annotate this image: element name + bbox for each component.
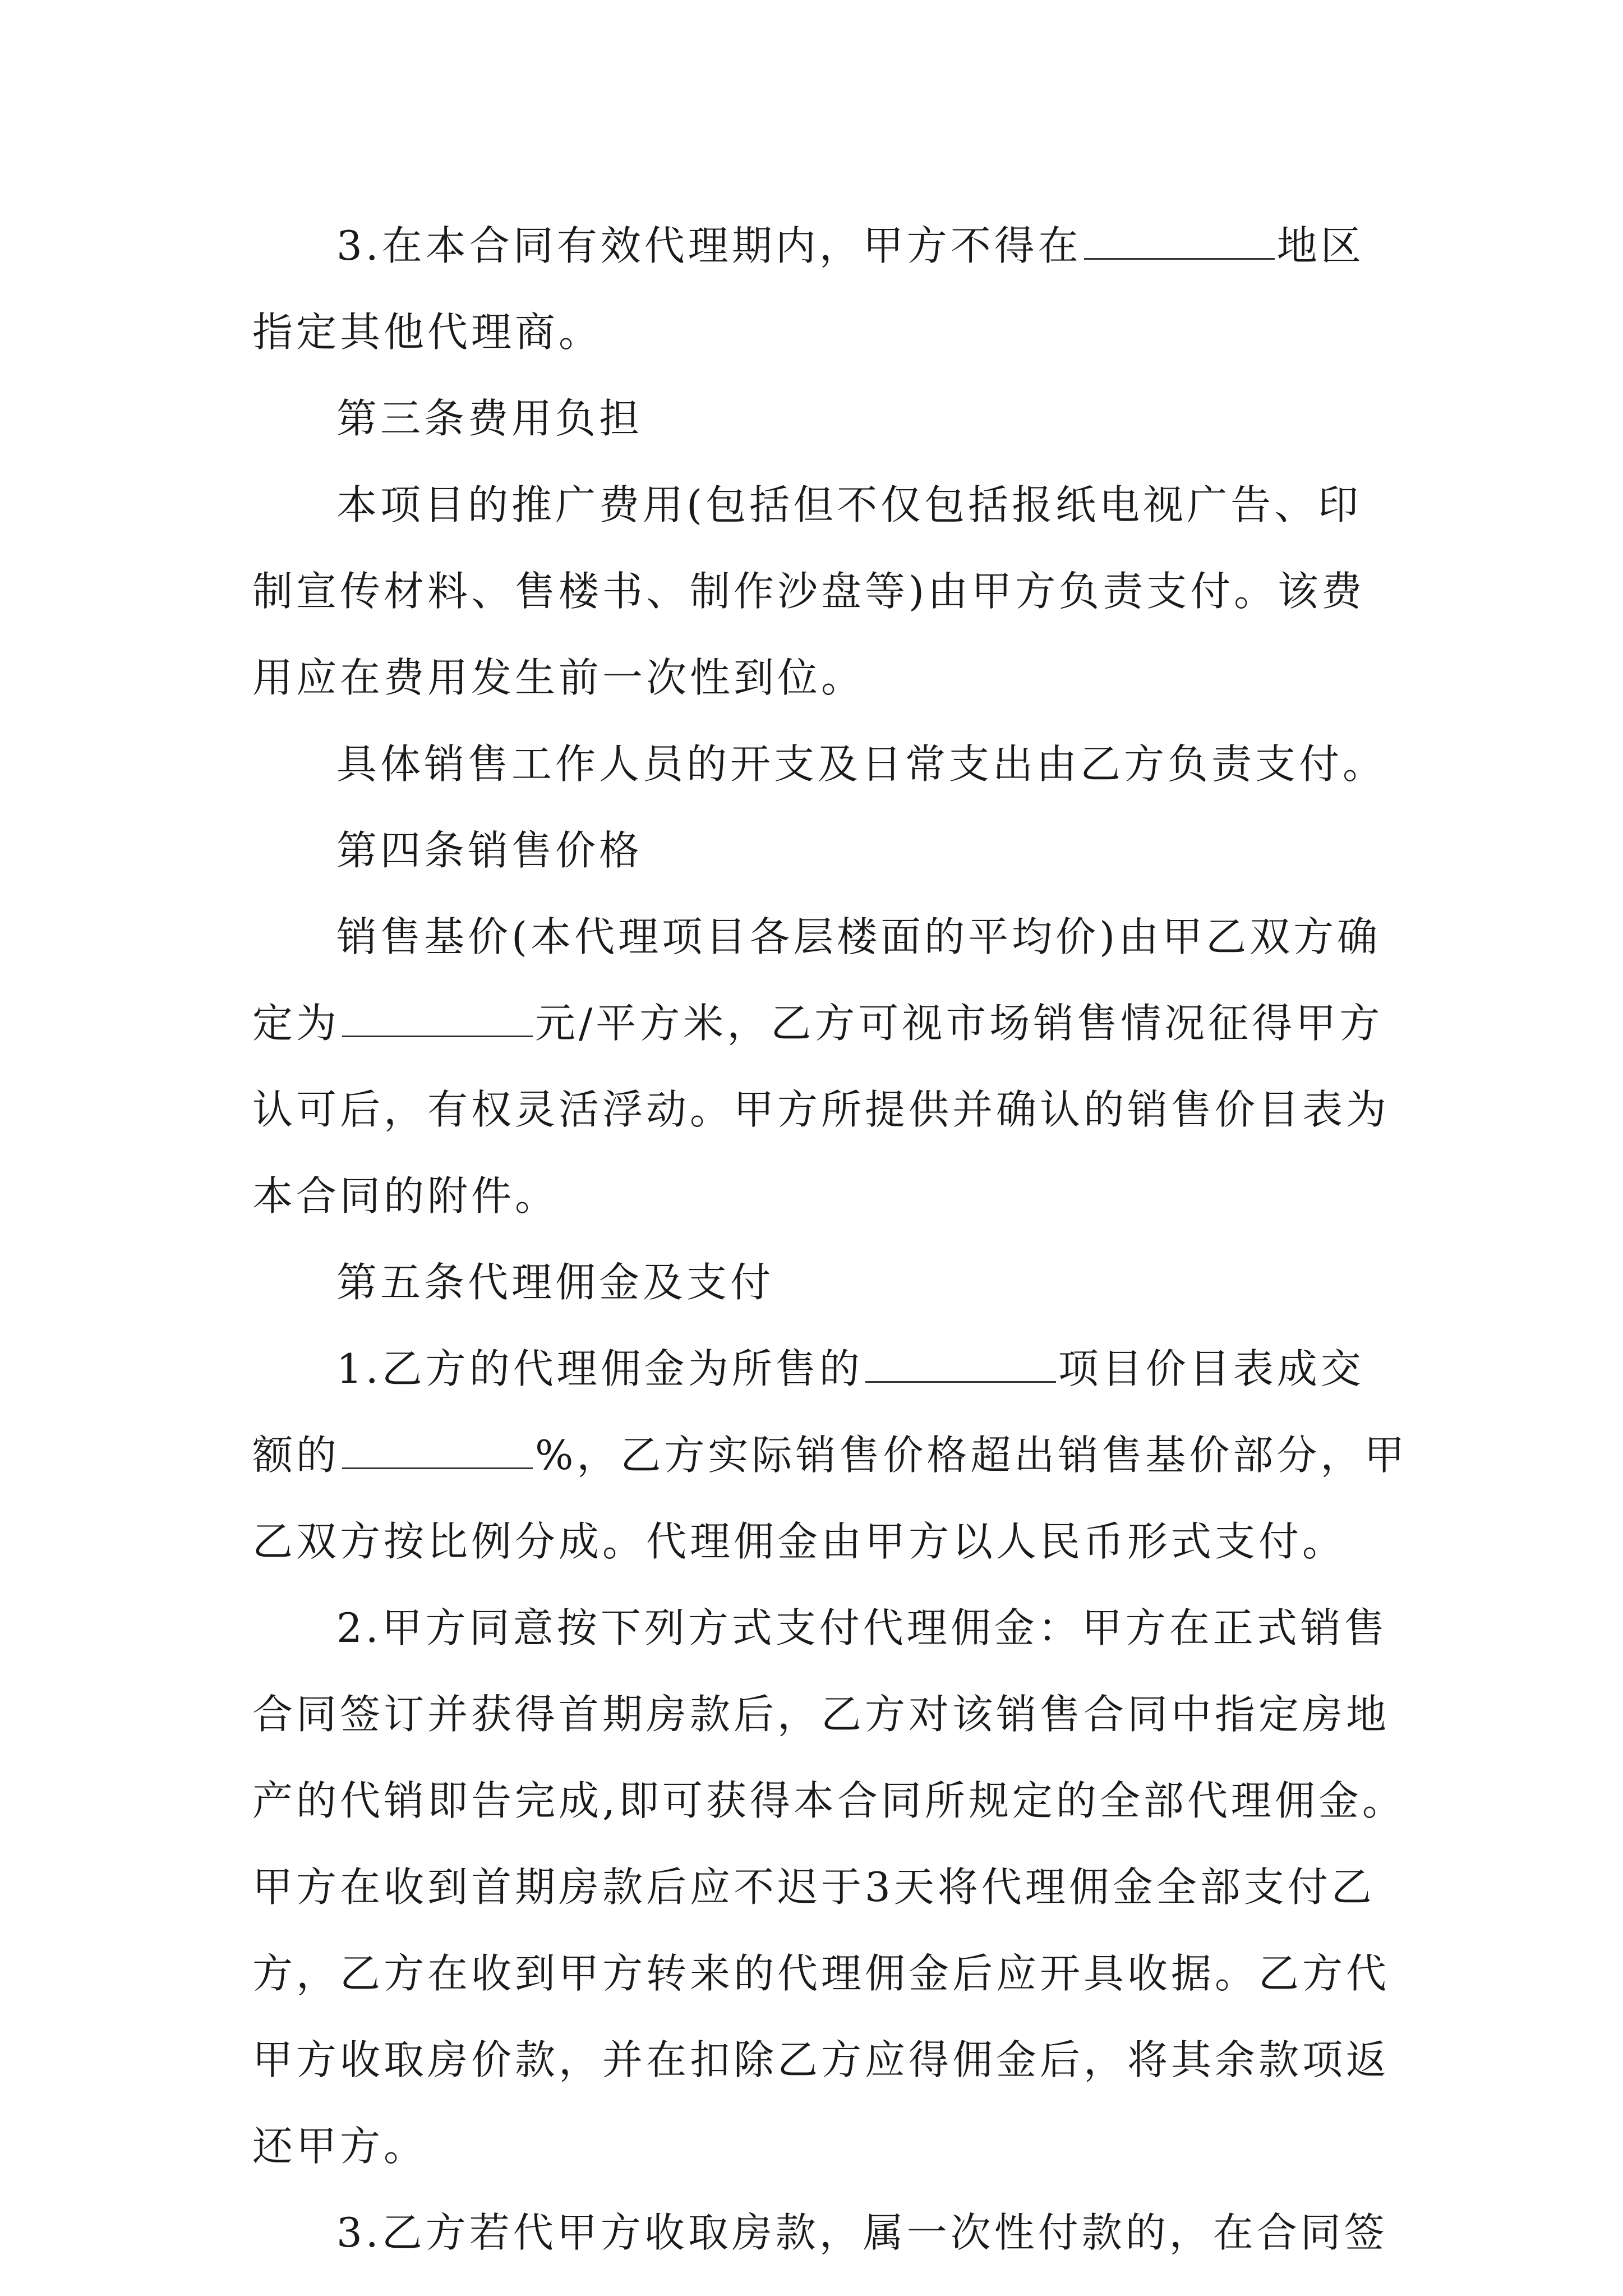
section-heading: 第四条销售价格 bbox=[336, 827, 643, 874]
paragraph-line: 产的代销即告完成,即可获得本合同所规定的全部代理佣金。 bbox=[252, 1777, 1406, 1824]
paragraph-line: 具体销售工作人员的开支及日常支出由乙方负责支付。 bbox=[336, 740, 1387, 788]
fill-in-blank bbox=[865, 1342, 1056, 1383]
paragraph-line: 认可后，有权灵活浮动。甲方所提供并确认的销售价目表为 bbox=[252, 1086, 1390, 1133]
paragraph-line: 乙双方按比例分成。代理佣金由甲方以人民币形式支付。 bbox=[252, 1518, 1347, 1565]
fill-in-blank bbox=[1084, 219, 1275, 260]
paragraph-line: 合同签订并获得首期房款后，乙方对该销售合同中指定房地 bbox=[252, 1691, 1390, 1738]
paragraph-line: 本项目的推广费用(包括但不仅包括报纸电视广告、印 bbox=[336, 481, 1362, 528]
paragraph-line: 还甲方。 bbox=[252, 2123, 428, 2170]
paragraph-line: 本合同的附件。 bbox=[252, 1172, 559, 1220]
paragraph-line: 方，乙方在收到甲方转来的代理佣金后应开具收据。乙方代 bbox=[252, 1950, 1390, 1997]
paragraph-line: 1.乙方的代理佣金为所售的 项目价目表成交 bbox=[252, 1342, 1380, 1428]
paragraph-line: 销售基价(本代理项目各层楼面的平均价)由甲乙双方确 bbox=[336, 913, 1381, 960]
paragraph-line: 3.在本合同有效代理期内，甲方不得在 地区 bbox=[252, 219, 1380, 305]
paragraph-line: 指定其他代理商。 bbox=[252, 309, 603, 356]
paragraph-line: 额的 %，乙方实际销售价格超出销售基价部分，甲 bbox=[252, 1428, 1380, 1515]
section-heading: 第五条代理佣金及支付 bbox=[336, 1259, 774, 1306]
paragraph-line: 制宣传材料、售楼书、制作沙盘等)由甲方负责支付。该费 bbox=[252, 568, 1366, 615]
paragraph-line: 3.乙方若代甲方收取房款，属一次性付款的，在合同签 bbox=[336, 2209, 1388, 2256]
fill-in-blank bbox=[342, 1428, 533, 1469]
fill-in-blank bbox=[342, 996, 533, 1037]
paragraph-line: 甲方收取房价款，并在扣除乙方应得佣金后，将其余款项返 bbox=[252, 2036, 1390, 2083]
paragraph-line: 甲方在收到首期房款后应不迟于3天将代理佣金全部支付乙 bbox=[252, 1864, 1375, 1911]
section-heading: 第三条费用负担 bbox=[336, 395, 643, 442]
paragraph-line: 2.甲方同意按下列方式支付代理佣金：甲方在正式销售 bbox=[336, 1604, 1388, 1651]
paragraph-line: 定为 元/平方米，乙方可视市场销售情况征得甲方 bbox=[252, 996, 1380, 1083]
paragraph-line: 用应在费用发生前一次性到位。 bbox=[252, 654, 865, 701]
document-body bbox=[252, 219, 1408, 2292]
